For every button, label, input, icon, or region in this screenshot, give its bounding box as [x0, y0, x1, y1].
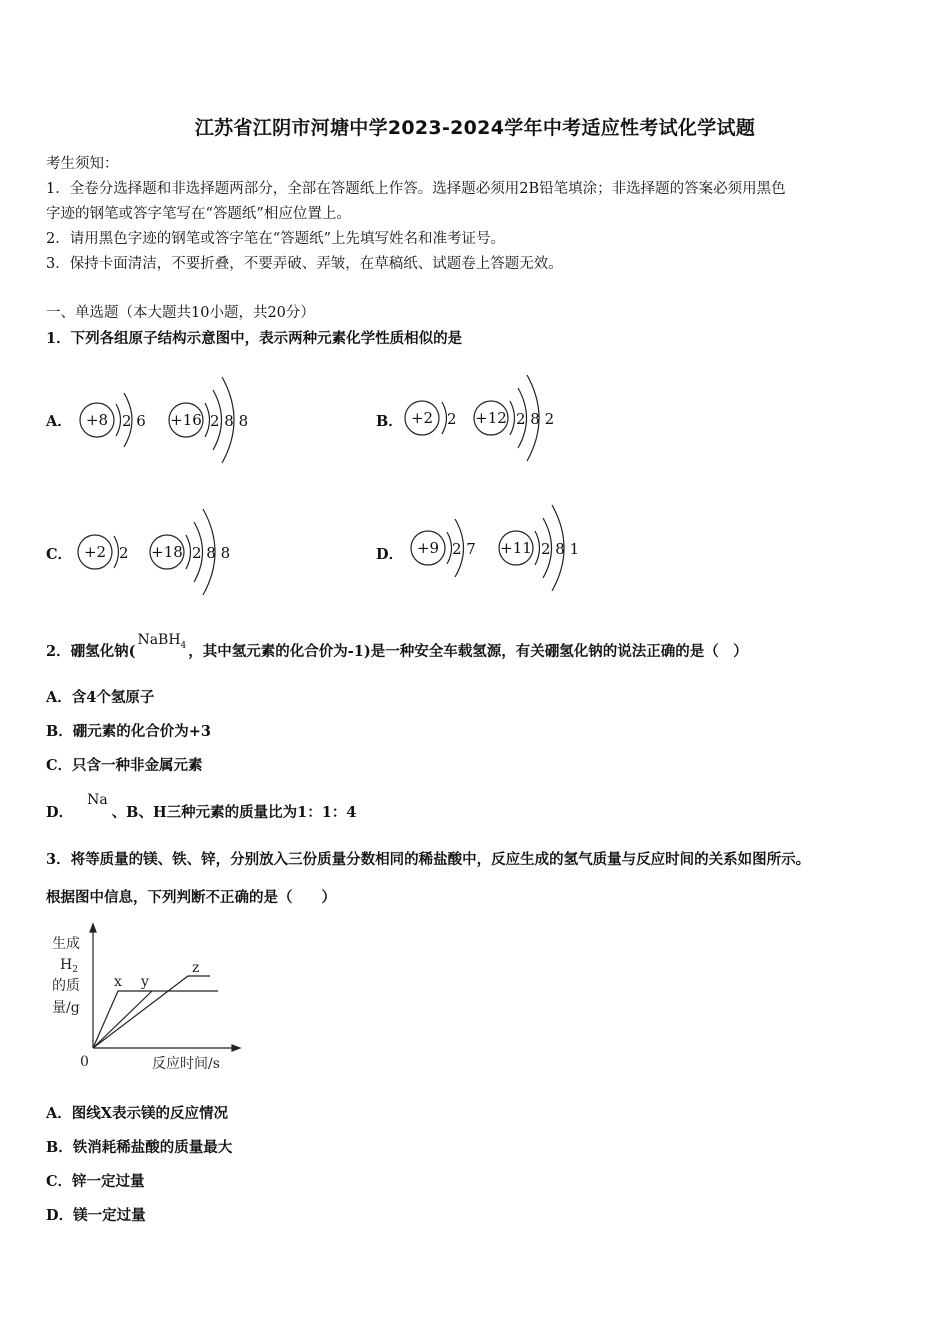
question-3-stem-2: 根据图中信息，下列判断不正确的是（ ） — [46, 889, 336, 906]
x-axis-arrow — [232, 1045, 240, 1051]
q1-option-a-label[interactable]: A． — [46, 413, 72, 430]
question-1-stem: 1．下列各组原子结构示意图中，表示两种元素化学性质相似的是 — [46, 330, 463, 347]
shell-electrons: 2 8 1 — [541, 540, 580, 558]
y-label-3: 的质 — [52, 978, 80, 994]
y-label-1: 生成 — [52, 936, 80, 952]
section-heading: 一、单选题（本大题共10小题，共20分） — [46, 305, 315, 321]
notice-item-3: 3．保持卡面清洁，不要折叠，不要弄破、弄皱，在草稿纸、试题卷上答题无效。 — [46, 256, 563, 272]
shell-electrons: 2 8 8 — [210, 412, 249, 430]
shell-arc — [186, 535, 191, 569]
x-axis-label: 反应时间/s — [152, 1056, 220, 1072]
q3-option-d[interactable]: D．镁一定过量 — [46, 1207, 146, 1224]
q2-formula — [137, 632, 186, 651]
q1-option-c-label[interactable]: C． — [46, 546, 73, 563]
q2-option-d-formula: Na — [87, 792, 108, 808]
shell-arc — [535, 531, 540, 565]
nucleus-label: +9 — [416, 539, 440, 557]
q2-option-a[interactable]: A．含4个氢原子 — [46, 689, 155, 706]
notice-item-1-cont: 字迹的钢笔或答字笔写在“答题纸”相应位置上。 — [46, 206, 351, 222]
line-x-label: x — [114, 974, 122, 990]
question-3-stem-1: 3．将等质量的镁、铁、锌，分别放入三份质量分数相同的稀盐酸中，反应生成的氢气质量与反应时间的关系如图所示。 — [46, 851, 811, 868]
line-z — [93, 976, 210, 1048]
shell-electrons: 2 — [447, 410, 457, 428]
nucleus-label: +16 — [170, 411, 202, 429]
q2-stem-end: ，其中氢元素的化合价为-1)是一种安全车载氢源，有关硼氢化钠的说法正确的是（ ） — [188, 643, 748, 660]
q1-option-b-label[interactable]: B． — [376, 413, 403, 430]
q3-option-b[interactable]: B．铁消耗稀盐酸的质量最大 — [46, 1139, 233, 1156]
hydrogen-graph — [40, 920, 250, 1080]
q2-formula-sub: 4 — [180, 640, 187, 651]
q2-formula-main: NaBH — [137, 632, 181, 648]
shell-electrons: 2 — [119, 544, 129, 562]
shell-arc — [447, 532, 452, 564]
question-2-stem — [46, 632, 748, 663]
q2-stem-start: 2．硼氢化钠( — [46, 643, 136, 660]
shell-electrons: 2 7 — [452, 540, 476, 558]
shell-electrons: 2 8 8 — [192, 544, 231, 562]
nucleus-label: +18 — [151, 543, 183, 561]
y-label-2: $H_2$ — [60, 957, 78, 975]
q2-option-d[interactable] — [46, 792, 357, 822]
q2-option-c[interactable]: C．只含一种非金属元素 — [46, 757, 203, 774]
line-y-label: y — [141, 974, 149, 990]
notice-item-2: 2．请用黑色字迹的钢笔或答字笔在“答题纸”上先填写姓名和准考证号。 — [46, 231, 506, 247]
shell-arc — [510, 401, 515, 435]
nucleus-label: +2 — [83, 543, 107, 561]
notice-heading: 考生须知： — [46, 156, 119, 172]
q3-option-a[interactable]: A．图线X表示镁的反应情况 — [46, 1105, 228, 1122]
shell-arc — [442, 402, 447, 434]
origin-label: 0 — [80, 1054, 89, 1070]
q2-option-d-text: 、B、H三种元素的质量比为1：1：4 — [111, 804, 357, 821]
atom-diagrams — [0, 0, 950, 640]
shell-electrons: 2 8 2 — [516, 410, 555, 428]
shell-arc — [205, 403, 210, 437]
page-title: 江苏省江阴市河塘中学2023-2024学年中考适应性考试化学试题 — [194, 117, 756, 139]
y-axis-arrow — [90, 924, 96, 932]
q3-option-c[interactable]: C．锌一定过量 — [46, 1173, 145, 1190]
q1-option-d-label[interactable]: D． — [376, 546, 404, 563]
nucleus-label: +8 — [85, 411, 109, 429]
line-z-label: z — [192, 960, 200, 976]
nucleus-label: +2 — [410, 409, 434, 427]
nucleus-label: +11 — [500, 539, 532, 557]
shell-electrons: 2 6 — [122, 412, 146, 430]
shell-arc — [114, 536, 119, 568]
y-label-4: 量/g — [52, 1000, 80, 1016]
line-x — [93, 991, 218, 1048]
q2-option-b[interactable]: B．硼元素的化合价为+3 — [46, 723, 211, 740]
line-y — [93, 991, 152, 1048]
notice-item-1: 1．全卷分选择题和非选择题两部分，全部在答题纸上作答。选择题必须用2B铅笔填涂；非选择题的答案必须用黑色 — [46, 181, 786, 197]
shell-arc — [116, 404, 121, 436]
q2-option-d-label: D． — [46, 804, 74, 821]
nucleus-label: +12 — [475, 409, 507, 427]
